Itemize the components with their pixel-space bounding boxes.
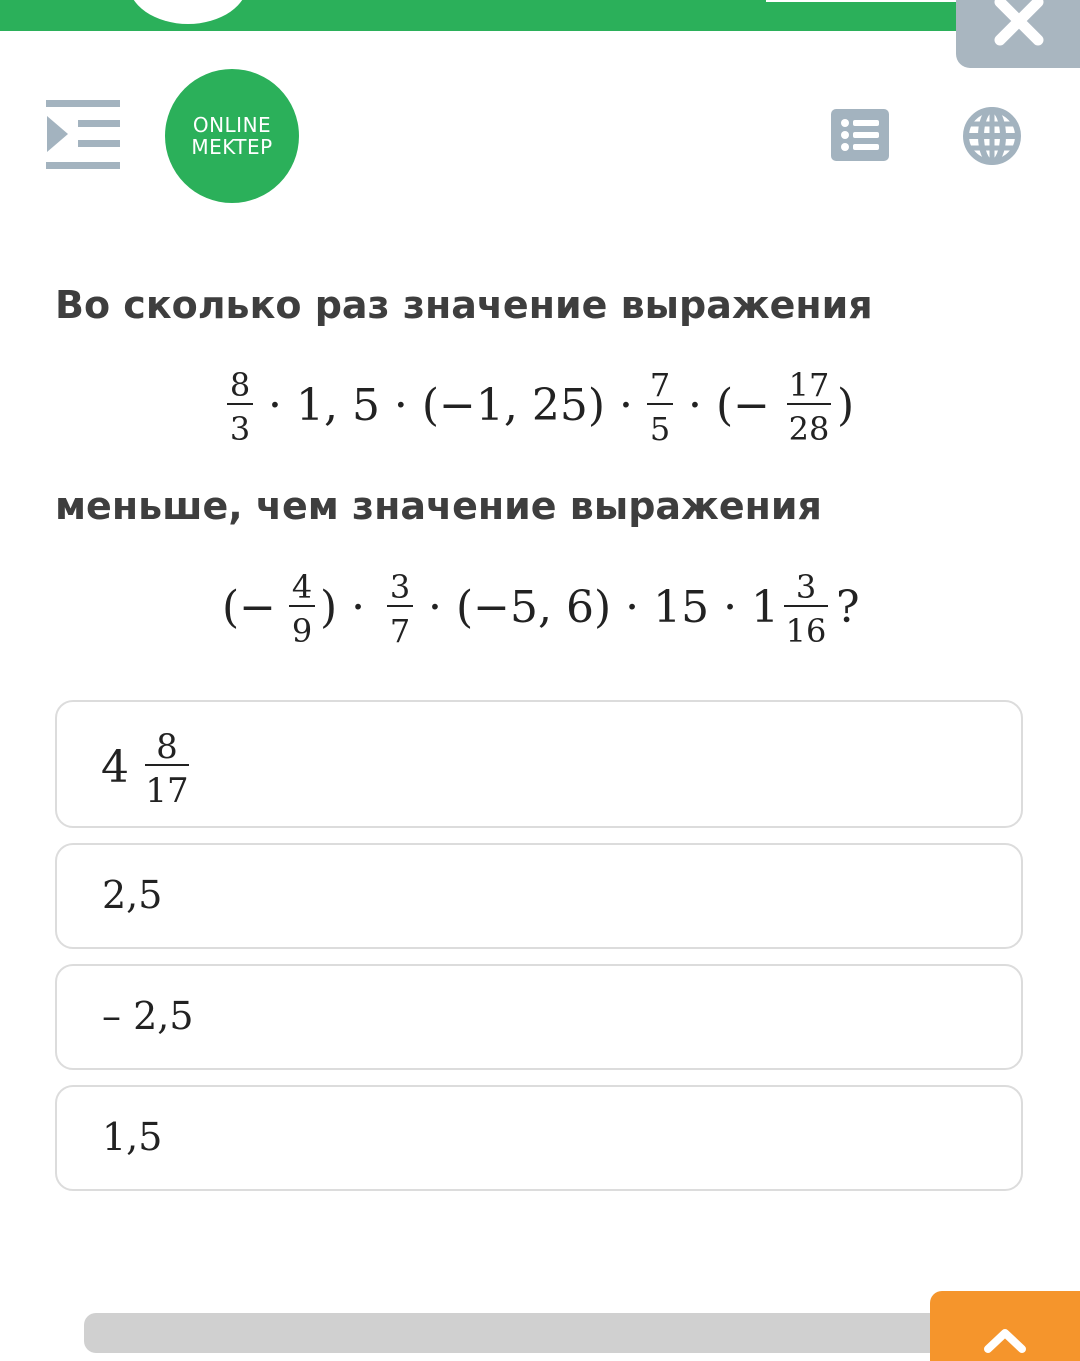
answer-option-2[interactable]: [55, 843, 1023, 949]
expr1-f2-den: 5: [649, 410, 671, 448]
expr2-f1-num: 4: [291, 568, 313, 606]
logo-line2: MEKTEP: [191, 135, 273, 159]
question-line1: Во сколько раз значение выражения: [55, 283, 873, 327]
close-icon: [992, 0, 1046, 48]
expr1-f1-num: 8: [229, 366, 251, 404]
topbar-decoration: [128, 0, 248, 24]
chevron-up-icon: [982, 1325, 1028, 1355]
option-2-label: 2,5: [102, 873, 163, 917]
expr2-f1-den: 9: [291, 612, 313, 650]
expr2-f2-den: 7: [389, 612, 411, 650]
answer-option-4[interactable]: [55, 1085, 1023, 1191]
top-progress-bar: [0, 0, 958, 31]
expr1-part2: · (−: [688, 380, 771, 431]
option-3-label: – 2,5: [102, 994, 194, 1038]
answer-option-3[interactable]: [55, 964, 1023, 1070]
expr2-part3: ?: [836, 582, 860, 633]
option-1-mixed-number: [97, 720, 217, 812]
expr2-part1: ) ·: [320, 582, 366, 633]
expr2-part2: · (−5, 6) · 15 · 1: [428, 582, 780, 633]
expression-1: [0, 360, 1080, 460]
expression-2: [0, 560, 1080, 660]
question-line2: меньше, чем значение выражения: [55, 484, 822, 528]
expr1-f3-den: 28: [788, 410, 830, 448]
expr1-f3-num: 17: [788, 366, 830, 404]
option-1-den: 17: [145, 771, 189, 811]
scroll-up-button[interactable]: [930, 1291, 1080, 1361]
expr2-part0: (−: [222, 582, 277, 633]
option-1-num: 8: [156, 727, 178, 767]
expr2-f3-den: 16: [785, 612, 827, 650]
logo-line1: ONLINE: [192, 113, 272, 137]
option-4-label: 1,5: [102, 1115, 163, 1159]
expr1-f2-num: 7: [649, 366, 671, 404]
expr2-f3-num: 3: [795, 568, 817, 606]
next-button[interactable]: [84, 1313, 964, 1353]
option-1-whole: 4: [101, 742, 129, 793]
answer-option-1[interactable]: [55, 700, 1023, 828]
expr1-part1: · 1, 5 · (−1, 25) ·: [268, 380, 634, 431]
online-mektep-logo[interactable]: [165, 69, 299, 203]
expr2-f2-num: 3: [389, 568, 411, 606]
topbar-line: [766, 0, 956, 2]
expr1-f1-den: 3: [229, 410, 251, 448]
expr1-part3: ): [837, 380, 855, 431]
list-icon[interactable]: [831, 109, 891, 167]
globe-icon[interactable]: [963, 107, 1021, 169]
menu-indent-icon[interactable]: [46, 100, 122, 176]
close-button[interactable]: [956, 0, 1080, 68]
